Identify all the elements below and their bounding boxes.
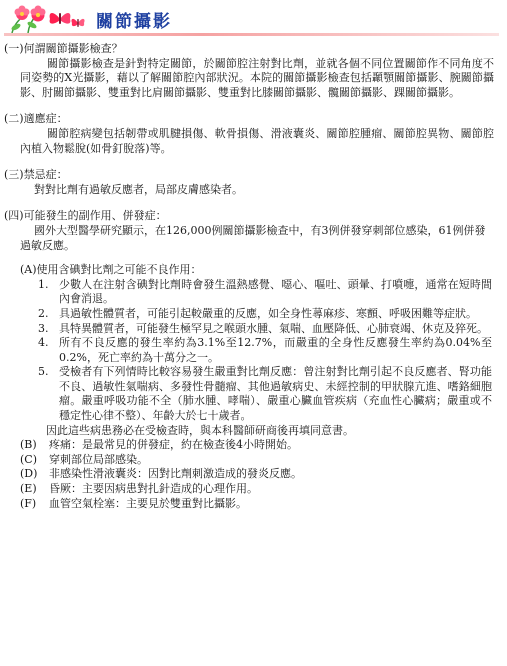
document-body [0, 42, 500, 511]
section-what-is [0, 42, 500, 100]
section-contraindications [0, 168, 500, 197]
list-item: 5. 受檢者有下列情時比較容易發生嚴重對比劑反應：曾注射對比劑引起不良反應者、腎功能不良、過敏性氣喘病、多發性骨髓瘤、其他過敏病史、未經控制的甲狀腺亢進、嗜鉻細胞瘤。嚴重呼吸功能不全（肺水腫、哮喘）、嚴重心臟血管疾病（充血性心臟病；嚴重或不穩定性心律不整）、年齡大於七十歲者。 [38, 365, 492, 423]
list-item: (C) 穿刺部位局部感染。 [20, 452, 148, 466]
list-item: 1. 少數人在注射含碘對比劑時會發生溫熱感覺、噁心、嘔吐、頭暈、打噴嚏，通常在短時間內會消退。 [38, 277, 492, 306]
subsection-heading: (A)使用含碘對比劑之可能不良作用： [20, 263, 202, 277]
flowers-and-butterflies-icon [2, 3, 90, 37]
other-complications-list [0, 438, 500, 511]
list-item: 2. 具過敏性體質者，可能引起較嚴重的反應，如全身性蕁麻疹、寒顫、呼吸困難等症狀。 [38, 306, 477, 320]
list-item: (B) 疼痛：是最常見的併發症，約在檢查後4小時開始。 [20, 438, 298, 452]
section-body: 國外大型醫學研究顯示，在126,000例關節攝影檢查中，有3例併發穿刺部位感染，61例併發過敏反應。 [20, 223, 486, 252]
section-body: 關節攝影檢查是針對特定關節，於關節腔注射對比劑，並就各個不同位置關節作不同角度不同姿勢的X光攝影，藉以了解關節腔內部狀況。本院的關節攝影檢查包括顳顎關節攝影、腕關節攝影、肘關節攝影、雙重對比肩關節攝影、雙重對比膝關節攝影、髖關節攝影、踝關節攝影。 [20, 56, 494, 99]
list-item: 3. 具特異體質者，可能發生極罕見之喉頭水腫、氣喘、血壓降低、心肺衰竭、休克及猝死。 [38, 321, 488, 335]
section-body: 對對比劑有過敏反應者，局部皮膚感染者。 [34, 182, 243, 196]
section-heading: (四)可能發生的副作用、併發症： [4, 209, 167, 223]
section-heading: (一)何謂關節攝影檢查？ [4, 42, 123, 55]
page-title: 關節攝影 [96, 12, 172, 32]
title-divider [4, 33, 499, 36]
section-side-effects [0, 209, 500, 511]
section-indications [0, 112, 500, 156]
adverse-effects-list [0, 278, 500, 424]
section-body: 關節腔病變包括韌帶或肌腱損傷、軟骨損傷、滑液囊炎、關節腔腫瘤、關節腔異物、關節腔內植入物鬆脫(如骨釘脫落)等。 [20, 126, 494, 155]
section-heading: (三)禁忌症： [4, 168, 68, 182]
list-item: (E) 昏厥：主要因病患對扎針造成的心理作用。 [20, 482, 258, 496]
list-item: 4. 所有不良反應的發生率約為3.1%至12.7%，而嚴重的全身性反應發生率約為0.04%至0.2%，死亡率約為十萬分之一。 [38, 336, 492, 364]
list-item: (F) 血管空氣栓塞：主要見於雙重對比攝影。 [20, 496, 247, 510]
page-header [0, 0, 507, 40]
list-item: (D) 非感染性滑液囊炎：因對比劑刺激造成的發炎反應。 [20, 467, 302, 481]
section-heading: (二)適應症： [4, 112, 68, 126]
consent-note: 因此這些病患務必在受檢查時，與本科醫師研商後再填同意書。 [46, 423, 354, 437]
